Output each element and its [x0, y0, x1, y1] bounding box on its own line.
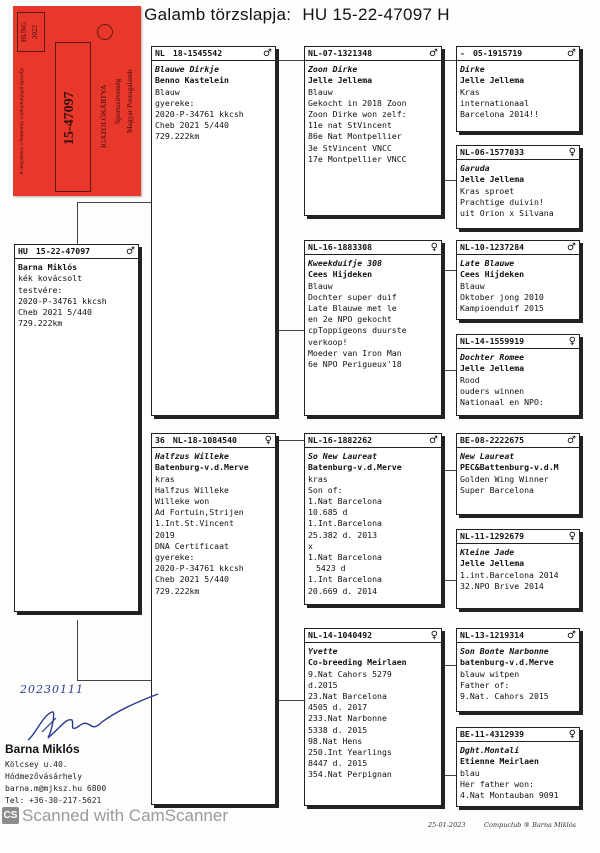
info-line: Prachtige duivin!	[460, 196, 544, 207]
info-line: 9.Nat. Cahors 2015	[460, 691, 549, 702]
info-line: 2020-P-34761 kkcsh	[155, 563, 244, 574]
pigeon-father	[151, 46, 276, 416]
pigeon-header	[457, 146, 579, 160]
info-line: 729.222km	[155, 131, 200, 142]
ring-prefix: HU	[18, 246, 28, 256]
female-icon: ♀	[568, 531, 576, 542]
info-line: 1.Int.St.Vincent	[155, 518, 234, 529]
camscanner-icon: CS	[2, 807, 19, 824]
connector	[278, 60, 304, 61]
info-line: d.2015	[308, 679, 338, 690]
pigeon-header	[152, 434, 275, 448]
info-line: Willeke won	[155, 496, 210, 507]
pigeon-mm	[304, 628, 442, 806]
card-number: 15-47097	[62, 91, 77, 145]
connector	[77, 680, 151, 681]
info-line: 729.222km	[18, 318, 63, 329]
breeder-name: Etienne Meirlaen	[460, 756, 539, 767]
connector	[444, 370, 456, 371]
info-line: uit Orion x Silvana	[460, 208, 554, 219]
pigeon-header	[15, 245, 138, 259]
pigeon-fmm	[456, 334, 580, 416]
info-line: Kampioenduif 2015	[460, 303, 544, 314]
pigeon-name: Kleine Jade	[460, 547, 515, 558]
breeder-name: Cees Hijdeken	[460, 269, 525, 280]
female-icon: ♀	[430, 242, 438, 253]
info-line: x	[308, 540, 313, 551]
connector	[444, 180, 456, 181]
info-line: ouders winnen	[460, 385, 525, 396]
connector	[444, 60, 456, 61]
pigeon-name: Late Blauwe	[460, 258, 515, 269]
info-line: 98.Nat Hens	[308, 735, 363, 746]
ring-number: NL-06-1577033	[460, 147, 525, 157]
connector	[77, 202, 78, 244]
info-line: Dochter super duif	[308, 291, 397, 302]
info-line: 2019	[155, 529, 175, 540]
card-line-3: IGAZOLÓKÁRTYA	[99, 84, 108, 148]
pigeon-fmf	[456, 240, 580, 320]
ring-number: BE-11-4312939	[460, 729, 525, 739]
info-line: 10.685 d	[308, 507, 348, 518]
pigeon-header	[457, 335, 579, 349]
info-line: Super Barcelona	[460, 484, 534, 495]
info-line: 2020-P-34761 kkcsh	[155, 109, 244, 120]
info-line: DNA Certificaat	[155, 540, 229, 551]
ring-number: NL-16-1883308	[308, 242, 373, 252]
pigeon-mmm	[456, 727, 580, 807]
female-icon: ♀	[568, 729, 576, 740]
info-line: 1.Nat Barcelona	[308, 496, 382, 507]
card-line-2: Sportszövetség	[113, 78, 122, 124]
info-line: Halfzus Willeke	[155, 484, 229, 495]
title-ring: HU 15-22-47097 H	[302, 5, 450, 24]
address-phone: Tel: +36-30-217-5621	[5, 796, 102, 805]
address-street: Kölcsey u.40.	[5, 760, 68, 769]
pigeon-name: Dirke	[460, 64, 485, 75]
ring-number: NL-18-1084540	[172, 435, 237, 445]
info-line: 1.Nat Barcelona	[308, 552, 382, 563]
info-line: Ad Fortuin,Strijen	[155, 507, 244, 518]
info-line: 1.int.Barcelona 2014	[460, 569, 559, 580]
info-line: Kras sproet	[460, 185, 515, 196]
info-line: Kras	[460, 86, 480, 97]
info-line: Blauw	[155, 86, 180, 97]
info-line: testvére:	[18, 284, 63, 295]
male-icon: ♂	[429, 48, 438, 59]
ring-number: NL-13-1219314	[460, 630, 525, 640]
breeder-name: Jelle Jellema	[460, 75, 525, 86]
info-line: 86e Nat Montpellier	[308, 131, 402, 142]
pigeon-mother	[151, 433, 276, 805]
info-line: 5423 d	[316, 563, 346, 574]
owner-line: Barna Miklós	[18, 262, 78, 273]
info-line: Son of:	[308, 484, 343, 495]
info-line: 8447 d. 2015	[308, 758, 368, 769]
info-line: 5338 d. 2015	[308, 724, 368, 735]
camscanner-watermark: Scanned with CamScanner	[22, 806, 229, 825]
info-line: kék kovácsolt	[18, 273, 83, 284]
breeder-name: Jelle Jellema	[460, 363, 525, 374]
info-line: 20.669 d. 2014	[308, 585, 378, 596]
connector	[278, 440, 304, 441]
info-line: 1.Int Barcelona	[308, 574, 382, 585]
pigeon-name: Dght.Montali	[460, 745, 520, 756]
info-line: Zoon Dirke won zelf:	[308, 109, 407, 120]
card-line-1: Magyar Postagalamb	[125, 69, 134, 133]
breeder-name: batenburg-v.d.Merve	[460, 657, 554, 668]
info-line: Blauw	[460, 280, 485, 291]
info-line: Gekocht in 2018 Zoon	[308, 97, 407, 108]
connector	[77, 202, 151, 203]
male-icon: ♂	[263, 48, 272, 59]
connector	[444, 665, 456, 666]
connector	[278, 330, 304, 331]
info-line: 250.Int Yearlings	[308, 747, 392, 758]
pigeon-mmf	[456, 628, 580, 712]
pigeon-header	[305, 434, 441, 448]
address-city: Hódmezővásárhely	[5, 772, 83, 781]
pigeon-mff	[456, 433, 580, 515]
info-line: gyereke:	[155, 552, 195, 563]
footer-date: 25-01-2023	[428, 821, 466, 829]
info-line: 233.Nat Narbonne	[308, 713, 387, 724]
pigeon-mf	[304, 433, 442, 605]
male-icon: ♂	[567, 630, 576, 641]
ring-number: 05-1915719	[472, 48, 523, 58]
connector	[444, 470, 456, 471]
ring-number: BE-08-2222675	[460, 435, 525, 445]
pigeon-header	[457, 47, 579, 61]
info-line: kras	[155, 473, 175, 484]
pigeon-name: Halfzus Willeke	[155, 451, 229, 462]
address-email: barna.m@mjksz.hu 6800	[5, 784, 107, 793]
info-line: 4505 d. 2017	[308, 702, 368, 713]
pigeon-name: Dochter Romee	[460, 352, 525, 363]
info-line: Blauw	[308, 86, 333, 97]
ring-number: NL-10-1237284	[460, 242, 525, 252]
info-line: en 2e NPO gekocht	[308, 314, 392, 325]
ring-prefix: 36	[155, 435, 165, 445]
info-line: 6e NPO Perigueux'18	[308, 359, 402, 370]
pigeon-header	[457, 241, 579, 255]
info-line: gyereke:	[155, 97, 195, 108]
info-line: Late Blauwe met le	[308, 303, 397, 314]
connector	[444, 270, 456, 271]
info-line: Barcelona 2014!!	[460, 109, 539, 120]
breeder-name: Co-breeding Meirlaen	[308, 657, 407, 668]
card-stamp-box	[17, 12, 45, 52]
info-line: internationaal	[460, 97, 530, 108]
female-icon: ♀	[568, 336, 576, 347]
breeder-name: Jelle Jellema	[308, 75, 373, 86]
connector	[444, 775, 456, 776]
ring-number: 15-22-47097	[35, 246, 91, 256]
card-fine-print-area	[19, 66, 41, 176]
pigeon-name: Yvette	[308, 646, 338, 657]
breeder-name: Cees Hijdeken	[308, 269, 373, 280]
pigeon-header	[305, 629, 441, 643]
breeder-name: PEC&Battenburg-v.d.M	[460, 462, 559, 473]
handwritten-date: 20230111	[20, 683, 84, 696]
info-line: 354.Nat Perpignan	[308, 769, 392, 780]
connector	[444, 580, 456, 581]
footer-software: Compuclub ® Barna Miklós	[484, 821, 576, 829]
male-icon: ♂	[126, 246, 135, 257]
info-line: 1.Int.Barcelona	[308, 518, 382, 529]
info-line: 23.Nat Barcelona	[308, 691, 387, 702]
info-line: Blauw	[308, 280, 333, 291]
pigeon-header	[457, 434, 579, 448]
info-line: verkoop!	[308, 336, 348, 347]
ring-number: NL-14-1559919	[460, 336, 525, 346]
info-line: blauw witpen	[460, 668, 520, 679]
pigeon-name: Blauwe Dirkje	[155, 64, 220, 75]
pigeon-header	[152, 47, 275, 61]
card-year: 2022	[31, 25, 39, 39]
ring-number: NL-14-1040492	[308, 630, 373, 640]
signature	[22, 688, 162, 748]
pigeon-name: Son Bonte Narbonne	[460, 646, 549, 657]
female-icon: ♀	[430, 630, 438, 641]
info-line: Father of:	[460, 679, 510, 690]
pigeon-name: New Laureat	[460, 451, 515, 462]
male-icon: ♂	[567, 242, 576, 253]
ring-prefix: NL	[155, 48, 165, 58]
info-line: 17e Montpellier VNCC	[308, 153, 407, 164]
pigeon-header	[457, 728, 579, 742]
info-line: Oktober jong 2010	[460, 291, 544, 302]
pigeon-name: Zoon Dirke	[308, 64, 358, 75]
info-line: 9.Nat Cahors 5279	[308, 668, 392, 679]
info-line: 4.Nat Montauban 9091	[460, 790, 559, 801]
breeder-name: Jelle Jellema	[460, 174, 525, 185]
card-country: HUNG	[20, 21, 28, 43]
pigeon-name: Kweekduifje 308	[308, 258, 382, 269]
info-line: 32.NPO Brive 2014	[460, 580, 544, 591]
pigeon-fm	[304, 240, 442, 416]
info-line: 3e StVincent VNCC	[308, 142, 392, 153]
ring-number: NL-07-1321348	[308, 48, 373, 58]
card-number-box	[55, 42, 91, 192]
card-fine-print: A tulajdonos a fenntartja a tulajdonjogát igazolja	[19, 67, 25, 175]
info-line: 25.382 d. 2013	[308, 529, 378, 540]
ring-number: NL-16-1882262	[308, 435, 373, 445]
info-line: kras	[308, 473, 328, 484]
card-emblem-icon	[97, 24, 113, 40]
info-line: 729.222km	[155, 585, 200, 596]
male-icon: ♂	[567, 48, 576, 59]
pigeon-ffm	[456, 145, 580, 229]
breeder-name: Benno Kastelein	[155, 75, 229, 86]
info-line: blau	[460, 767, 480, 778]
info-line: Nationaal en NPO:	[460, 397, 544, 408]
pigeon-name: So New Laureat	[308, 451, 378, 462]
pigeon-header	[457, 629, 579, 643]
info-line: Cheb 2021 5/440	[155, 120, 229, 131]
pigeon-name: Garuda	[460, 163, 490, 174]
title-prefix: Galamb törzslapja:	[144, 5, 292, 24]
info-line: Her father won:	[460, 778, 534, 789]
breeder-name: Batenburg-v.d.Merve	[155, 462, 249, 473]
female-icon: ♀	[568, 147, 576, 158]
ring-number: 18-1545542	[172, 48, 223, 58]
breeder-name: Batenburg-v.d.Merve	[308, 462, 402, 473]
info-line: 2020-P-34761 kkcsh	[18, 295, 107, 306]
pigeon-header	[457, 530, 579, 544]
info-line: Golden Wing Winner	[460, 473, 549, 484]
pigeon-ff	[304, 46, 442, 216]
info-line: cpToppigeons duurste	[308, 325, 407, 336]
pigeon-header	[305, 241, 441, 255]
membership-card	[13, 6, 141, 196]
ring-number: NL-11-1292679	[460, 531, 525, 541]
pigeon-fff	[456, 46, 580, 132]
male-icon: ♂	[429, 435, 438, 446]
pigeon-main	[14, 244, 139, 612]
pigeon-mfm	[456, 529, 580, 609]
owner-name: Barna Miklós	[5, 742, 80, 756]
breeder-name: Jelle Jellema	[460, 558, 525, 569]
info-line: Cheb 2021 5/440	[155, 574, 229, 585]
connector	[278, 700, 304, 701]
female-icon: ♀	[264, 435, 272, 446]
male-icon: ♂	[567, 435, 576, 446]
connector	[77, 620, 78, 680]
info-line: Moeder van Iron Man	[308, 347, 402, 358]
pigeon-header	[305, 47, 441, 61]
info-line: Cheb 2021 5/440	[18, 307, 92, 318]
info-line: 11e nat StVincent	[308, 120, 392, 131]
ring-prefix: -	[460, 48, 465, 58]
info-line: Rood	[460, 374, 480, 385]
